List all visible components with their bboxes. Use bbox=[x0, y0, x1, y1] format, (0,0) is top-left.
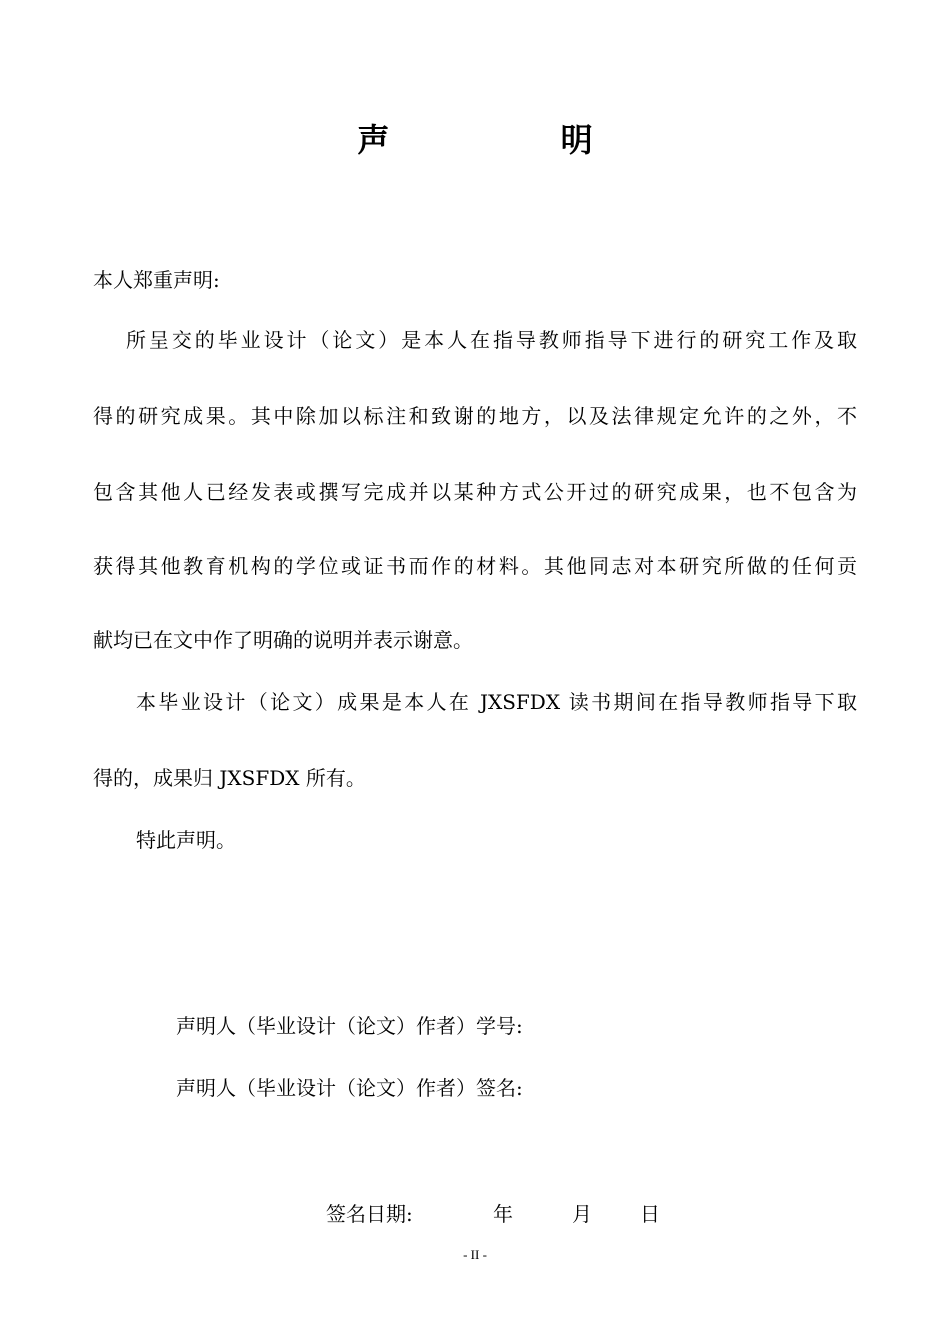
paragraph-1-line-4: 获得其他教育机构的学位或证书而作的材料。其他同志对本研究所做的任何贡 bbox=[93, 554, 857, 578]
paragraph-1-line-1: 所呈交的毕业设计（论文）是本人在指导教师指导下进行的研究工作及取 bbox=[126, 328, 857, 352]
date-label: 签名日期: bbox=[326, 1202, 413, 1226]
paragraph-1-line-5: 献均已在文中作了明确的说明并表示谢意。 bbox=[93, 628, 473, 652]
paragraph-2-line-2: 得的，成果归 JXSFDX 所有。 bbox=[93, 766, 366, 790]
signature-label: 声明人（毕业设计（论文）作者）签名: bbox=[176, 1076, 523, 1100]
date-year: 年 bbox=[493, 1202, 513, 1226]
page-title: 声 明 bbox=[357, 121, 673, 159]
closing-line: 特此声明。 bbox=[136, 828, 236, 852]
paragraph-2-line-1: 本毕业设计（论文）成果是本人在 JXSFDX 读书期间在指导教师指导下取 bbox=[136, 690, 857, 714]
opening-line: 本人郑重声明: bbox=[93, 268, 220, 292]
paragraph-1-line-3: 包含其他人已经发表或撰写完成并以某种方式公开过的研究成果，也不包含为 bbox=[93, 480, 857, 504]
student-id-label: 声明人（毕业设计（论文）作者）学号: bbox=[176, 1014, 523, 1038]
page-number: - II - bbox=[463, 1247, 487, 1262]
date-month: 月 bbox=[572, 1202, 592, 1226]
paragraph-1-line-2: 得的研究成果。其中除加以标注和致谢的地方，以及法律规定允许的之外，不 bbox=[93, 404, 857, 428]
date-day: 日 bbox=[640, 1202, 660, 1226]
